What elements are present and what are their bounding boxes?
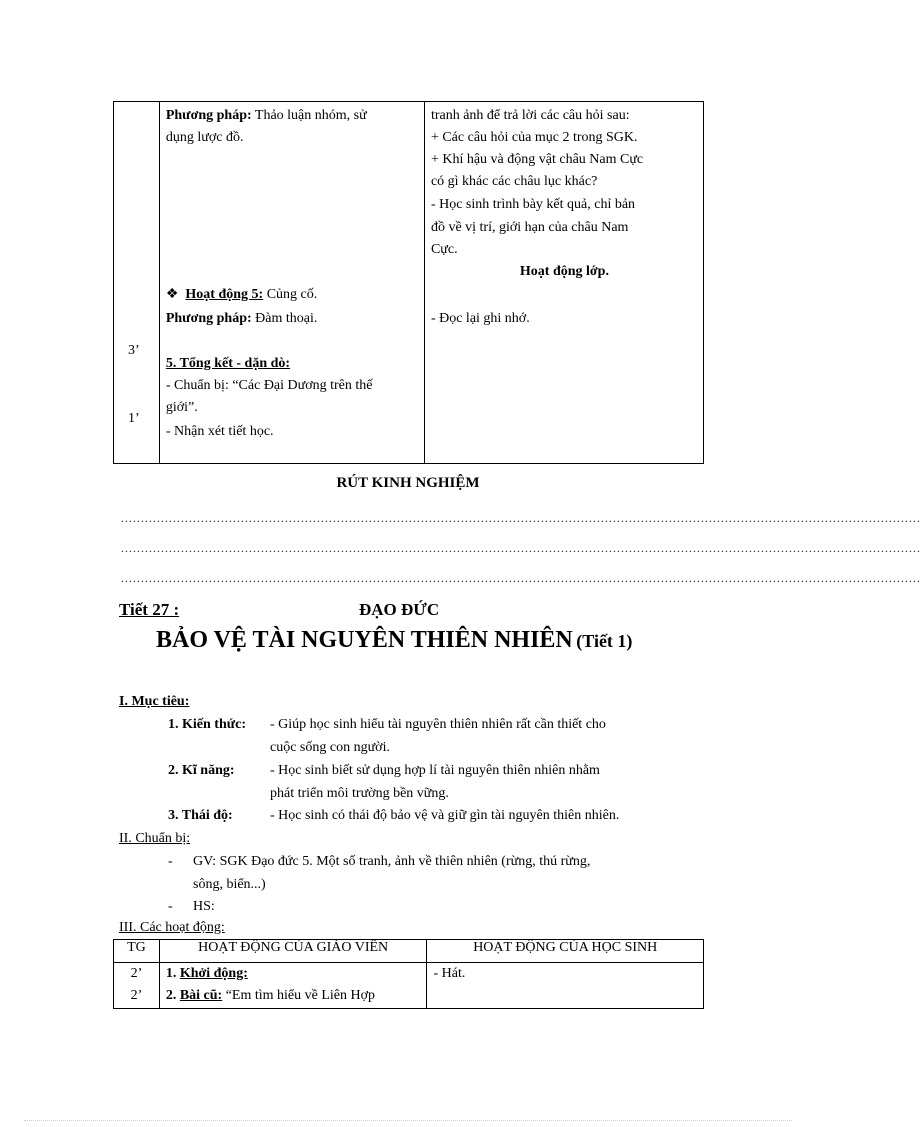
page-bottom-divider bbox=[24, 1120, 792, 1121]
activity5-label: Hoạt động 5: bbox=[185, 287, 264, 302]
skills-label: 2. Kĩ năng: bbox=[168, 763, 235, 778]
row-teacher bbox=[159, 963, 427, 1009]
prep-line: - Chuẩn bị: “Các Đại Dương trên thế bbox=[165, 378, 373, 393]
review-line: - Nhận xét tiết học. bbox=[165, 424, 274, 439]
method1-label: Phương pháp: bbox=[165, 108, 252, 123]
notes-line-3: ........................................................................................................................................................................................................ bbox=[121, 571, 921, 585]
student-column bbox=[424, 102, 703, 464]
lesson-part: (Tiết 1) bbox=[576, 631, 633, 651]
teacher-column bbox=[159, 102, 424, 464]
oldlesson-text: “Em tìm hiểu về Liên Hợp bbox=[225, 988, 376, 1003]
sing-line: - Hát. bbox=[433, 966, 466, 981]
activity5-text: Củng cố. bbox=[266, 287, 318, 302]
skills-text-cont: phát triển môi trường bền vững. bbox=[270, 786, 449, 801]
student-line-1: tranh ảnh để trả lời các câu hỏi sau: bbox=[430, 108, 630, 123]
preparation-heading: II. Chuẩn bị: bbox=[119, 831, 191, 846]
activities-table bbox=[113, 939, 704, 1009]
lesson-title bbox=[156, 627, 632, 654]
time-3: 3’ bbox=[128, 343, 140, 358]
gv-text-cont: sông, biển...) bbox=[193, 877, 266, 892]
top-activity-table bbox=[113, 101, 704, 464]
student-line-4: có gì khác các châu lục khác? bbox=[430, 174, 598, 189]
skills-text: - Học sinh biết sử dụng hợp lí tài nguyên thiên nhiên nhằm bbox=[270, 763, 600, 778]
header-time: TG bbox=[114, 940, 160, 963]
lesson-number: Tiết 27 : bbox=[119, 600, 180, 619]
lesson-title-main: BẢO VỆ TÀI NGUYÊN THIÊN NHIÊN bbox=[156, 627, 573, 653]
time-1: 1’ bbox=[128, 411, 140, 426]
attitude-label: 3. Thái độ: bbox=[168, 808, 233, 823]
notes-line-1: ........................................................................................................................................................................................................ bbox=[121, 511, 921, 525]
method1-line bbox=[166, 105, 420, 127]
student-line-3: + Khí hậu và động vật châu Nam Cực bbox=[430, 152, 644, 167]
header-teacher: HOẠT ĐỘNG CỦA GIÁO VIÊN bbox=[159, 940, 427, 963]
prep-line-cont: giới”. bbox=[165, 400, 198, 415]
dash-hs: - bbox=[168, 899, 173, 914]
knowledge-text: - Giúp học sinh hiểu tài nguyên thiên nhiên rất cần thiết cho bbox=[270, 717, 606, 732]
method1-text-cont: dụng lược đồ. bbox=[165, 130, 244, 145]
student-line-7: Cực. bbox=[430, 242, 458, 257]
class-activity-heading: Hoạt động lớp. bbox=[519, 264, 609, 279]
table-header-row bbox=[114, 940, 704, 963]
student-line-6: đồ về vị trí, giới hạn của châu Nam bbox=[430, 220, 629, 235]
lesson-subject: ĐẠO ĐỨC bbox=[359, 600, 440, 619]
objectives-heading: I. Mục tiêu: bbox=[119, 694, 190, 709]
summary-heading: 5. Tổng kết - dặn dò: bbox=[165, 356, 291, 371]
oldlesson-label: Bài cũ: bbox=[179, 988, 223, 1003]
experience-title: RÚT KINH NGHIỆM bbox=[336, 475, 480, 491]
activity5-line bbox=[166, 284, 317, 306]
header-student: HOẠT ĐỘNG CỦA HỌC SINH bbox=[427, 940, 704, 963]
time-warmup: 2’ bbox=[130, 966, 143, 981]
method2-label: Phương pháp: bbox=[165, 311, 252, 326]
attitude-text: - Học sinh có thái độ bảo vệ và giữ gìn tài nguyên thiên nhiên. bbox=[270, 808, 620, 823]
knowledge-text-cont: cuộc sống con người. bbox=[270, 740, 390, 755]
method2-text: Đàm thoại. bbox=[255, 311, 318, 326]
dash-gv: - bbox=[168, 854, 173, 869]
activities-heading: III. Các hoạt động: bbox=[119, 920, 225, 935]
warmup-line: 1. Khởi động: bbox=[165, 966, 248, 981]
method1-text: Thảo luận nhóm, sử bbox=[254, 108, 367, 123]
diamond-bullet-icon: ❖ bbox=[165, 287, 179, 302]
oldlesson-line: 2. Bài cũ: “Em tìm hiểu về Liên Hợp bbox=[165, 988, 376, 1003]
row-student bbox=[427, 963, 704, 1009]
warmup-label: Khởi động: bbox=[179, 966, 248, 981]
method2-line bbox=[166, 308, 318, 330]
table-row bbox=[114, 963, 704, 1009]
time-column bbox=[114, 102, 160, 464]
row-times bbox=[114, 963, 160, 1009]
student-line-2: + Các câu hỏi của mục 2 trong SGK. bbox=[430, 130, 638, 145]
knowledge-label: 1. Kiến thức: bbox=[168, 717, 247, 732]
gv-text: GV: SGK Đạo đức 5. Một số tranh, ảnh về thiên nhiên (rừng, thú rừng, bbox=[193, 854, 591, 869]
notes-line-2: ........................................................................................................................................................................................................ bbox=[121, 541, 921, 555]
student-line-5: - Học sinh trình bày kết quả, chỉ bản bbox=[430, 197, 636, 212]
hs-text: HS: bbox=[193, 899, 215, 914]
reread-line: - Đọc lại ghi nhớ. bbox=[430, 311, 530, 326]
time-oldlesson: 2’ bbox=[130, 988, 143, 1003]
